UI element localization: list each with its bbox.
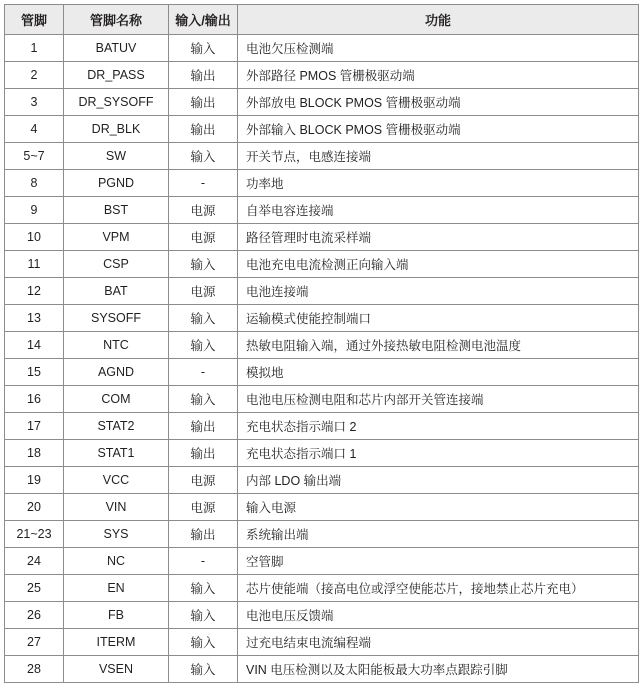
table-body — [5, 35, 639, 683]
cell-pin: 10 — [5, 224, 64, 251]
table-row — [5, 575, 639, 602]
cell-pin: 1 — [5, 35, 64, 62]
cell-name: BATUV — [64, 35, 169, 62]
cell-name: BST — [64, 197, 169, 224]
cell-function: 电池电压检测电阻和芯片内部开关管连接端 — [238, 386, 639, 413]
cell-pin: 27 — [5, 629, 64, 656]
cell-function: 过充电结束电流编程端 — [238, 629, 639, 656]
cell-io: 输入 — [169, 332, 238, 359]
cell-name: VIN — [64, 494, 169, 521]
cell-pin: 17 — [5, 413, 64, 440]
cell-name: COM — [64, 386, 169, 413]
cell-io: 电源 — [169, 278, 238, 305]
cell-function: 运输模式使能控制端口 — [238, 305, 639, 332]
table-row — [5, 467, 639, 494]
cell-name: DR_SYSOFF — [64, 89, 169, 116]
cell-pin: 25 — [5, 575, 64, 602]
cell-function: 外部路径 PMOS 管栅极驱动端 — [238, 62, 639, 89]
cell-pin: 5~7 — [5, 143, 64, 170]
table-row — [5, 143, 639, 170]
cell-io: 电源 — [169, 224, 238, 251]
cell-function: 输入电源 — [238, 494, 639, 521]
table-row — [5, 440, 639, 467]
cell-function: 模拟地 — [238, 359, 639, 386]
table-header-row — [5, 5, 639, 35]
table-row — [5, 278, 639, 305]
cell-function: 开关节点，电感连接端 — [238, 143, 639, 170]
cell-io: 输入 — [169, 143, 238, 170]
cell-function: 芯片使能端（接高电位或浮空使能芯片，接地禁止芯片充电） — [238, 575, 639, 602]
cell-function: 电池充电电流检测正向输入端 — [238, 251, 639, 278]
cell-function: 功率地 — [238, 170, 639, 197]
cell-pin: 24 — [5, 548, 64, 575]
cell-io: 输入 — [169, 602, 238, 629]
cell-name: DR_PASS — [64, 62, 169, 89]
cell-name: ITERM — [64, 629, 169, 656]
cell-function: 自举电容连接端 — [238, 197, 639, 224]
cell-name: NC — [64, 548, 169, 575]
table-row — [5, 116, 639, 143]
table-row — [5, 197, 639, 224]
table-row — [5, 89, 639, 116]
cell-name: SYS — [64, 521, 169, 548]
cell-io: 输入 — [169, 251, 238, 278]
pin-description-table — [4, 4, 639, 683]
cell-name: AGND — [64, 359, 169, 386]
cell-name: DR_BLK — [64, 116, 169, 143]
cell-io: 输出 — [169, 413, 238, 440]
cell-pin: 4 — [5, 116, 64, 143]
cell-name: SW — [64, 143, 169, 170]
table-row — [5, 224, 639, 251]
cell-name: NTC — [64, 332, 169, 359]
cell-pin: 3 — [5, 89, 64, 116]
table-row — [5, 548, 639, 575]
cell-name: VPM — [64, 224, 169, 251]
table-row — [5, 413, 639, 440]
cell-io: 电源 — [169, 467, 238, 494]
table-row — [5, 35, 639, 62]
cell-io: 输入 — [169, 575, 238, 602]
cell-name: FB — [64, 602, 169, 629]
cell-pin: 8 — [5, 170, 64, 197]
table-header — [5, 5, 639, 35]
cell-pin: 28 — [5, 656, 64, 683]
cell-io: 输出 — [169, 521, 238, 548]
cell-pin: 19 — [5, 467, 64, 494]
cell-function: 电池欠压检测端 — [238, 35, 639, 62]
cell-io: 输出 — [169, 440, 238, 467]
cell-name: VSEN — [64, 656, 169, 683]
cell-io: 输入 — [169, 656, 238, 683]
table-row — [5, 602, 639, 629]
table-row — [5, 251, 639, 278]
table-row — [5, 332, 639, 359]
cell-function: 路径管理时电流采样端 — [238, 224, 639, 251]
table-row — [5, 170, 639, 197]
cell-function: 热敏电阻输入端，通过外接热敏电阻检测电池温度 — [238, 332, 639, 359]
cell-pin: 26 — [5, 602, 64, 629]
cell-io: 输出 — [169, 89, 238, 116]
cell-name: VCC — [64, 467, 169, 494]
table-row — [5, 521, 639, 548]
column-header-function: 功能 — [238, 5, 639, 35]
cell-name: STAT2 — [64, 413, 169, 440]
cell-pin: 15 — [5, 359, 64, 386]
cell-name: PGND — [64, 170, 169, 197]
cell-io: 电源 — [169, 197, 238, 224]
table-row — [5, 62, 639, 89]
cell-pin: 2 — [5, 62, 64, 89]
cell-function: 外部放电 BLOCK PMOS 管栅极驱动端 — [238, 89, 639, 116]
cell-function: 外部输入 BLOCK PMOS 管栅极驱动端 — [238, 116, 639, 143]
table-row — [5, 386, 639, 413]
cell-function: 内部 LDO 输出端 — [238, 467, 639, 494]
table-row — [5, 359, 639, 386]
cell-function: 充电状态指示端口 2 — [238, 413, 639, 440]
cell-io: - — [169, 170, 238, 197]
cell-pin: 12 — [5, 278, 64, 305]
cell-function: 充电状态指示端口 1 — [238, 440, 639, 467]
cell-io: 输入 — [169, 386, 238, 413]
cell-io: 电源 — [169, 494, 238, 521]
column-header-name: 管脚名称 — [64, 5, 169, 35]
table-row — [5, 494, 639, 521]
table-row — [5, 629, 639, 656]
cell-pin: 18 — [5, 440, 64, 467]
cell-function: 电池电压反馈端 — [238, 602, 639, 629]
cell-name: CSP — [64, 251, 169, 278]
cell-pin: 9 — [5, 197, 64, 224]
column-header-io: 输入/输出 — [169, 5, 238, 35]
cell-function: 系统输出端 — [238, 521, 639, 548]
cell-pin: 16 — [5, 386, 64, 413]
table-row — [5, 656, 639, 683]
table-row — [5, 305, 639, 332]
cell-name: EN — [64, 575, 169, 602]
cell-io: 输入 — [169, 35, 238, 62]
cell-name: STAT1 — [64, 440, 169, 467]
cell-io: - — [169, 359, 238, 386]
cell-function: 电池连接端 — [238, 278, 639, 305]
cell-io: - — [169, 548, 238, 575]
cell-io: 输入 — [169, 629, 238, 656]
cell-io: 输出 — [169, 62, 238, 89]
cell-pin: 21~23 — [5, 521, 64, 548]
cell-function: 空管脚 — [238, 548, 639, 575]
cell-name: BAT — [64, 278, 169, 305]
cell-pin: 20 — [5, 494, 64, 521]
column-header-pin: 管脚 — [5, 5, 64, 35]
cell-name: SYSOFF — [64, 305, 169, 332]
cell-function: VIN 电压检测以及太阳能板最大功率点跟踪引脚 — [238, 656, 639, 683]
cell-pin: 13 — [5, 305, 64, 332]
cell-io: 输出 — [169, 116, 238, 143]
cell-pin: 11 — [5, 251, 64, 278]
cell-pin: 14 — [5, 332, 64, 359]
cell-io: 输入 — [169, 305, 238, 332]
